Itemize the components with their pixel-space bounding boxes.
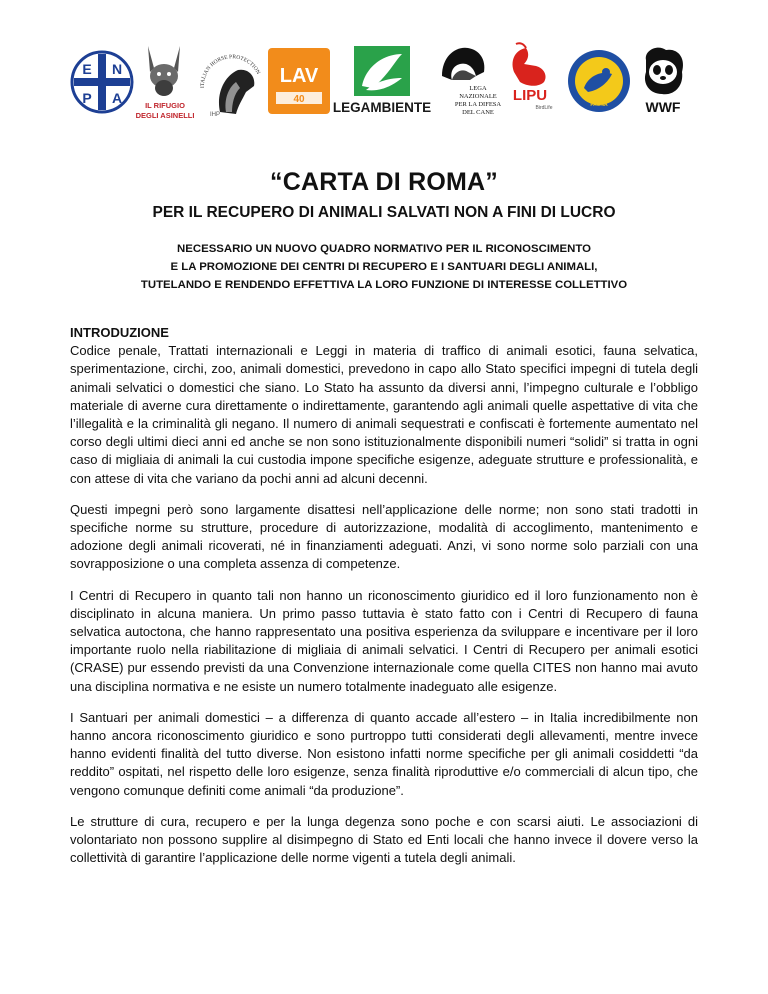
svg-text:ITALIAN HORSE PROTECTION ASSOC: ITALIAN HORSE PROTECTION xyxy=(199,54,261,89)
rifugio-asinelli-logo xyxy=(136,42,194,122)
enpa-logo xyxy=(70,50,134,114)
svg-text:LEGA: LEGA xyxy=(469,85,487,92)
lead-line: TUTELANDO E RENDENDO EFFETTIVA LA LORO FUNZIONE DI INTERESSE COLLETTIVO xyxy=(140,279,628,291)
paragraph: I Centri di Recupero in quanto tali non hanno un riconoscimento giuridico ed il loro funzionamento non è disciplinato in alcuna maniera. Un primo passo tuttavia è stato fatto con i Centri di Recupero di fauna selvatica autoctona, che hanno rappresentato una positiva esperienza da sviluppare e incentivare per il loro importante ruolo nella riabilitazione di migliaia di animali selvatici. I Centri di Recupero per animali esotici (CRASE) pur essendo previsti da una Convenzione internazionale come quella CITES non hanno mai avuto una disciplina normativa e ne esiste un numero totalmente inadeguato alle esigenze. xyxy=(70,587,698,694)
svg-text:LEGAMBIENTE: LEGAMBIENTE xyxy=(332,100,432,115)
svg-text:WWF: WWF xyxy=(645,99,681,115)
svg-text:LIPU: LIPU xyxy=(512,87,548,104)
svg-text:NAZIONALE: NAZIONALE xyxy=(459,93,497,100)
svg-text:BirdLife: BirdLife xyxy=(535,105,553,111)
document-title: “CARTA DI ROMA” xyxy=(270,168,498,196)
document-body xyxy=(70,324,698,880)
lead-line: NECESSARIO UN NUOVO QUADRO NORMATIVO PER IL RICONOSCIMENTO xyxy=(177,243,591,255)
svg-text:P: P xyxy=(82,90,92,106)
wwf-logo xyxy=(636,42,690,116)
paragraph: Le strutture di cura, recupero e per la lunga degenza sono poche e con scarsi aiuti. Le associazioni di volontariato non possono supplire al disimpegno di Stato ed Enti locali che hanno invece il dovere verso la collettività di garantire l’applicazione delle norme vigenti a tutela degli animali. xyxy=(70,813,698,866)
svg-text:IHP: IHP xyxy=(210,112,221,118)
paragraph: I Santuari per animali domestici – a differenza di quanto accade all’estero – in Italia incredibilmente non hanno ancora riconoscimento giuridico e sono purtroppo tutti considerati degli allevamenti, mentre invece hanno evidenti finalità del tutto diverse. Non esistono infatti norme specifiche per gli animali cosiddetti “da reddito” ospitati, nel rispetto delle loro esigenze, senza finalità riproduttive e/o commerciali di alcun tipo, che vengono comunque definiti come animali “da produzione”. xyxy=(70,709,698,798)
logo-strip xyxy=(70,42,690,122)
svg-text:E: E xyxy=(82,61,92,77)
legambiente-logo xyxy=(332,42,432,116)
svg-text:IL RIFUGIO: IL RIFUGIO xyxy=(145,101,185,110)
lipu-logo xyxy=(500,42,560,114)
lega-difesa-cane-logo xyxy=(434,42,502,122)
ihpa-logo xyxy=(198,42,264,120)
svg-text:LAV: LAV xyxy=(279,65,319,87)
lead-statement xyxy=(70,240,698,294)
lead-line: E LA PROMOZIONE DEI CENTRI DI RECUPERO E I SANTUARI DEGLI ANIMALI, xyxy=(170,261,598,273)
fauna-association-logo xyxy=(566,48,632,114)
svg-text:DEL CANE: DEL CANE xyxy=(462,109,494,116)
svg-text:A: A xyxy=(111,90,123,106)
paragraph: Questi impegni però sono largamente disattesi nell’applicazione delle norme; non sono stati tradotti in specifiche norme su strutture, procedure di autorizzazione, modalità di accoglimento, mantenimento e adozione degli animali ricoverati, né in finanziamenti adeguati. Anzi, vi sono norme solo parziali con una sovrapposizione o una completa assenza di competenze. xyxy=(70,501,698,572)
lav-logo xyxy=(268,48,330,114)
document-subtitle: PER IL RECUPERO DI ANIMALI SALVATI NON A FINI DI LUCRO xyxy=(152,204,616,221)
paragraph: Codice penale, Trattati internazionali e Leggi in materia di traffico di animali esotici, fauna selvatica, sperimentazione, circhi, zoo, animali domestici, prevedono in capo allo Stato specifici impegni di tutela degli animali selvatici o domestici che siano. Lo Stato ha assunto da diversi anni, l’impegno culturale e l’obbligo materiale di averne cura direttamente o indirettamente, garantendo agli animali quelle aspettative di vita che l’illegalità e la criminalità gli negano. Il numero di animali sequestrati e confiscati è fortemente aumentato nel corso degli ultimi dieci anni ed anche se non sono istituzionalmente disponibili numeri “solidi” si tratta in ogni caso di migliaia di animali la cui custodia impone specifiche esigenze, adeguate strutture e professionalità, e con attese di vita che variano da pochi anni ad alcuni decenni. xyxy=(70,343,698,486)
svg-text:N: N xyxy=(111,61,123,77)
svg-text:FAUNA: FAUNA xyxy=(590,102,608,108)
section-heading: INTRODUZIONE xyxy=(70,325,169,340)
svg-text:PER LA DIFESA: PER LA DIFESA xyxy=(454,101,502,108)
svg-text:40: 40 xyxy=(293,94,305,105)
svg-text:DEGLI ASINELLI: DEGLI ASINELLI xyxy=(135,111,195,120)
